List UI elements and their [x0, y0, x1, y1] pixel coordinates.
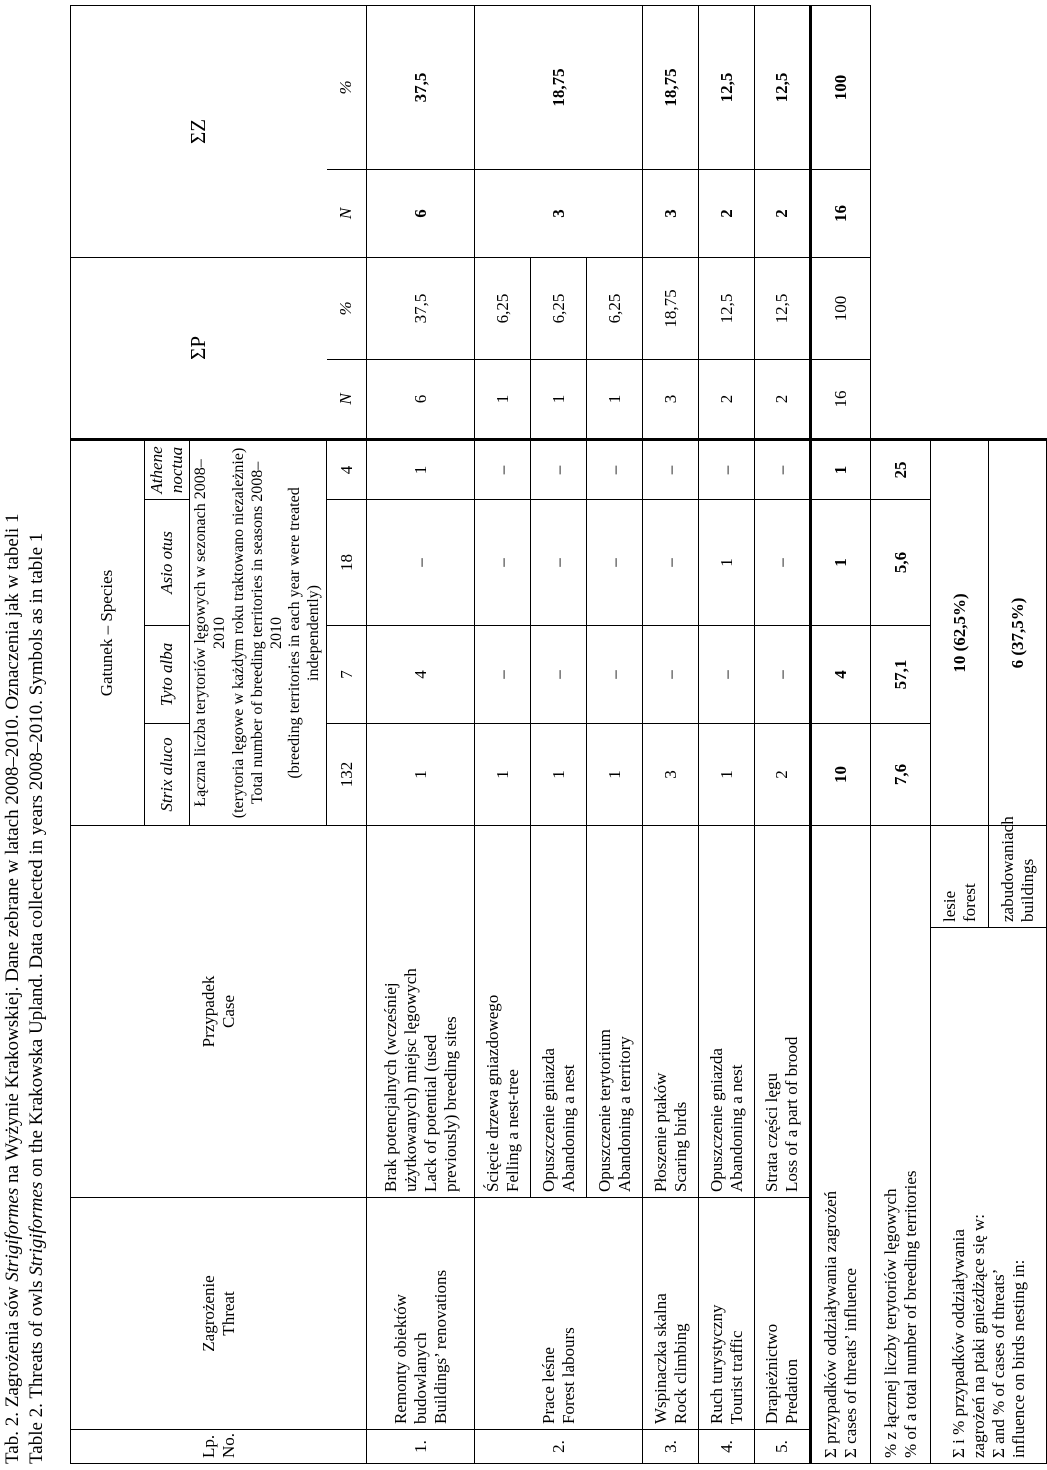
row-number: 3. [643, 1430, 699, 1464]
table-row [699, 5, 755, 1463]
total-athene-noctua: 4 [327, 439, 367, 499]
p-n-cell: 6 [367, 359, 475, 439]
value-cell: 1 [367, 723, 475, 825]
z-pct-cell: 18,75 [643, 5, 699, 169]
value-cell: – [367, 499, 475, 625]
value-cell: – [531, 625, 587, 723]
nesting-forest-row [931, 5, 989, 1463]
case-cell: Opuszczenie gniazda Abandoning a nest [699, 825, 755, 1197]
p-n-cell: 1 [587, 359, 643, 439]
z-n-cell: 2 [699, 169, 755, 257]
z-pct-cell: 18,75 [475, 5, 643, 169]
z-n-header: N [327, 169, 367, 257]
value-cell: – [587, 439, 643, 499]
value-cell: 1 [699, 723, 755, 825]
value-cell: – [755, 439, 811, 499]
total-territories-description: Łączna liczba terytoriów lęgowych w sezonach 2008–2010 (terytoria lęgowe w każdym roku traktowano niezależnie) Total number of breeding territories in seasons 2008–2010 (breeding territories in each year were treated independently) [190, 439, 327, 825]
value-cell: – [643, 625, 699, 723]
sum-p-n-cell: 16 [811, 359, 871, 439]
value-cell: – [531, 439, 587, 499]
caption-english-italic: Strigiformes [26, 1181, 47, 1276]
threat-cell: Drapieżnictwo Predation [755, 1198, 811, 1430]
value-cell: 1 [531, 723, 587, 825]
value-cell: – [755, 499, 811, 625]
value-cell: 3 [643, 723, 699, 825]
sum-cases-label: Σ przypadków oddziaływania zagrożeń Σ cases of threats’ influence [811, 825, 871, 1463]
value-cell: – [755, 625, 811, 723]
species-group-header: Gatunek – Species [71, 439, 145, 825]
value-cell: – [699, 625, 755, 723]
case-header: Przypadek Case [71, 825, 367, 1197]
value-cell: – [475, 439, 531, 499]
sum-z-n-cell: 16 [811, 169, 871, 257]
sum-value-cell: 10 [811, 723, 871, 825]
nesting-buildings-value: 6 (37,5%) [989, 439, 1047, 825]
p-n-cell: 2 [755, 359, 811, 439]
case-cell: Opuszczenie terytorium Abandoning a territory [587, 825, 643, 1197]
total-tyto-alba: 7 [327, 625, 367, 723]
table-row [643, 5, 699, 1463]
row-number: 2. [475, 1430, 643, 1464]
threat-header: Zagrożenie Threat [71, 1198, 367, 1430]
nesting-forest-value: 10 (62,5%) [931, 439, 989, 825]
threats-table [70, 5, 1047, 1464]
z-pct-header: % [327, 5, 367, 169]
sum-value-cell: 1 [811, 499, 871, 625]
caption-english [26, 533, 48, 1464]
caption-polish-prefix: Tab. 2. Zagrożenia sów [2, 1281, 23, 1464]
caption-polish [2, 513, 24, 1464]
value-cell: – [475, 499, 531, 625]
species-strix-aluco: Strix aluco [145, 723, 190, 825]
value-cell: – [699, 439, 755, 499]
header-row-top [71, 5, 145, 1463]
value-cell: 1 [587, 723, 643, 825]
p-n-header: N [327, 359, 367, 439]
p-pct-cell: 18,75 [643, 257, 699, 359]
sum-value-cell: 4 [811, 625, 871, 723]
value-cell: 1 [367, 439, 475, 499]
species-tyto-alba: Tyto alba [145, 625, 190, 723]
nesting-forest-label: lesie forest [931, 825, 989, 927]
case-cell: Ścięcie drzewa gniazdowego Felling a nest-tree [475, 825, 531, 1197]
pct-total-label: % z łącznej liczby terytoriów lęgowych % of a total number of breeding territories [871, 825, 931, 1463]
p-pct-cell: 6,25 [475, 257, 531, 359]
z-n-cell: 3 [643, 169, 699, 257]
value-cell: – [475, 625, 531, 723]
total-strix-aluco: 132 [327, 723, 367, 825]
p-pct-cell: 37,5 [367, 257, 475, 359]
sum-z-header: ΣZ [71, 5, 327, 257]
value-cell: – [587, 625, 643, 723]
value-cell: 2 [755, 723, 811, 825]
total-asio-otus: 18 [327, 499, 367, 625]
row-number: 4. [699, 1430, 755, 1464]
p-n-cell: 3 [643, 359, 699, 439]
z-n-cell: 6 [367, 169, 475, 257]
pct-total-row [871, 5, 931, 1463]
z-pct-cell: 37,5 [367, 5, 475, 169]
p-n-cell: 1 [475, 359, 531, 439]
nesting-sum-label: Σ i % przypadków oddziaływania zagrożeń na ptaki gnieżdżące się w: Σ and % of cases of threats’ influence on birds nesting in: [931, 928, 1047, 1464]
pct-value-cell: 25 [871, 439, 931, 499]
nesting-buildings-label: zabudowaniach buildings [989, 825, 1047, 927]
p-pct-cell: 6,25 [531, 257, 587, 359]
row-number: 5. [755, 1430, 811, 1464]
z-n-cell: 2 [755, 169, 811, 257]
sum-value-cell: 1 [811, 439, 871, 499]
z-pct-cell: 12,5 [699, 5, 755, 169]
caption-polish-italic: Strigiformes [2, 1187, 23, 1282]
sum-p-header: ΣP [71, 257, 327, 439]
value-cell: – [643, 439, 699, 499]
table-row [475, 5, 531, 1463]
value-cell: – [531, 499, 587, 625]
case-cell: Strata części lęgu Loss of a part of brood [755, 825, 811, 1197]
z-n-cell: 3 [475, 169, 643, 257]
case-cell: Opuszczenie gniazda Abandoning a nest [531, 825, 587, 1197]
lp-header: Lp. No. [71, 1430, 367, 1464]
caption-polish-suffix: na Wyżynie Krakowskiej. Dane zebrane w latach 2008–2010. Oznaczenia jak w tabeli 1 [2, 513, 23, 1188]
value-cell: – [587, 499, 643, 625]
table-row [755, 5, 811, 1463]
value-cell: – [643, 499, 699, 625]
case-cell: Brak potencjalnych (wcześniej użytkowanych) miejsc lęgowych Lack of potential (used previously) breeding sites [367, 825, 475, 1197]
sum-cases-row [811, 5, 871, 1463]
p-pct-cell: 6,25 [587, 257, 643, 359]
row-number: 1. [367, 1430, 475, 1464]
p-pct-cell: 12,5 [755, 257, 811, 359]
value-cell: 1 [475, 723, 531, 825]
pct-value-cell: 7,6 [871, 723, 931, 825]
value-cell: 1 [699, 499, 755, 625]
p-n-cell: 2 [699, 359, 755, 439]
species-athene-noctua: Athene noctua [145, 439, 190, 499]
p-pct-header: % [327, 257, 367, 359]
p-pct-cell: 12,5 [699, 257, 755, 359]
threat-cell: Remonty obiektów budowlanych Buildings’ renovations [367, 1198, 475, 1430]
p-n-cell: 1 [531, 359, 587, 439]
case-cell: Płoszenie ptaków Scaring birds [643, 825, 699, 1197]
threat-cell: Ruch turystyczny Tourist traffic [699, 1198, 755, 1430]
sum-z-pct-cell: 100 [811, 5, 871, 169]
table-row [367, 5, 475, 1463]
pct-value-cell: 57,1 [871, 625, 931, 723]
pct-value-cell: 5,6 [871, 499, 931, 625]
threat-cell: Wspinaczka skalna Rock climbing [643, 1198, 699, 1430]
threat-cell: Prace leśne Forest labours [475, 1198, 643, 1430]
caption-english-prefix: Table 2. Threats of owls [26, 1275, 47, 1464]
value-cell: 4 [367, 625, 475, 723]
sum-p-pct-cell: 100 [811, 257, 871, 359]
caption-english-suffix: on the Krakowska Upland. Data collected in years 2008–2010. Symbols as in table 1 [26, 532, 47, 1182]
z-pct-cell: 12,5 [755, 5, 811, 169]
species-asio-otus: Asio otus [145, 499, 190, 625]
